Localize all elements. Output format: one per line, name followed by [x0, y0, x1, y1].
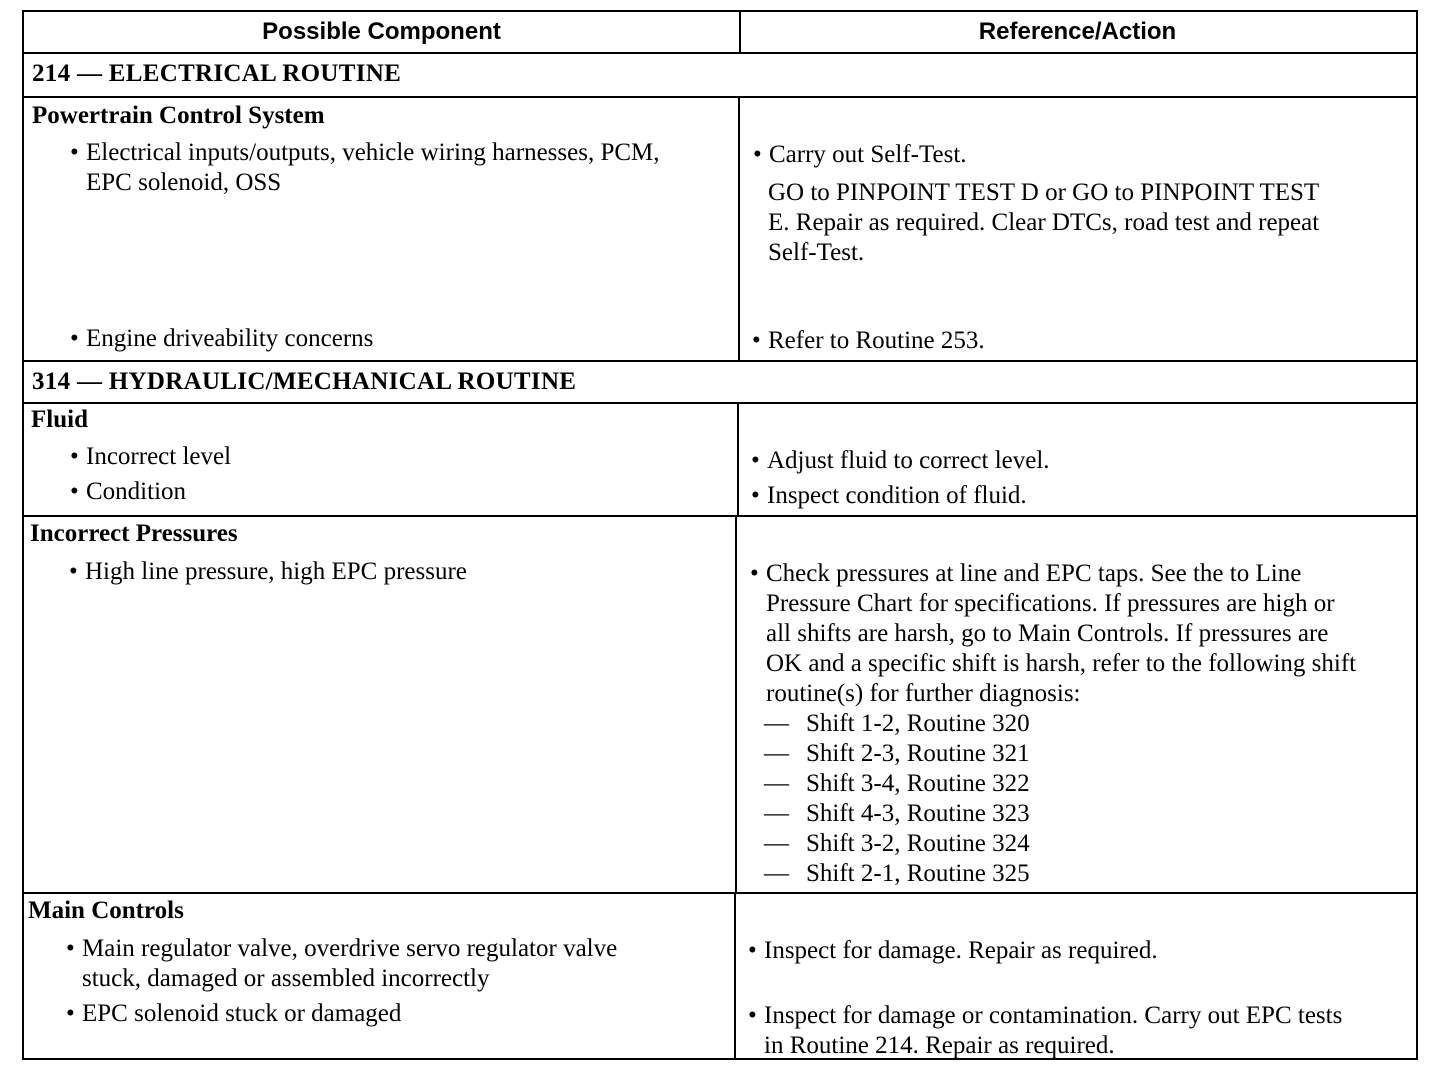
group-title-fluid: Fluid — [31, 406, 88, 433]
component-item-epc-solenoid: • EPC solenoid stuck or damaged — [82, 999, 401, 1029]
action-item-inspect-contamination-cont: in Routine 214. Repair as required. — [764, 1032, 1115, 1059]
shift-routine-label: Shift 2-1, Routine 325 — [806, 860, 1030, 887]
action-item-inspect-fluid: • Inspect condition of fluid. — [767, 481, 1027, 511]
shift-routine-label: Shift 3-2, Routine 324 — [806, 830, 1030, 857]
table-row-powertrain — [24, 98, 1416, 362]
group-title-pressures: Incorrect Pressures — [30, 520, 238, 547]
shift-routine-label: Shift 2-3, Routine 321 — [806, 740, 1030, 767]
action-check-pressures-line2: Pressure Chart for specifications. If pressures are high or — [766, 590, 1335, 617]
action-item-adjust-fluid: • Adjust fluid to correct level. — [767, 446, 1050, 476]
shift-routine-item — [764, 829, 1030, 859]
component-item-electrical: • Electrical inputs/outputs, vehicle wiring harnesses, PCM, — [86, 138, 660, 168]
shift-routine-label: Shift 1-2, Routine 320 — [806, 710, 1030, 737]
component-item-condition: • Condition — [86, 477, 186, 507]
component-item-regulator-valve: • Main regulator valve, overdrive servo regulator valve — [82, 934, 617, 964]
table-row-fluid — [24, 404, 1416, 517]
component-item-electrical-cont: EPC solenoid, OSS — [86, 169, 282, 196]
component-item-driveability: • Engine driveability concerns — [86, 324, 373, 354]
action-item-inspect-damage: • Inspect for damage. Repair as required. — [764, 936, 1158, 966]
group-title-powertrain: Powertrain Control System — [32, 102, 325, 129]
dash-marker: — — [764, 710, 789, 737]
shift-routine-item — [764, 739, 1030, 769]
action-self-test-line: Self-Test. — [768, 239, 865, 266]
shift-routine-item — [764, 769, 1030, 799]
shift-routine-item — [764, 859, 1030, 889]
section-214-title: 214 — ELECTRICAL ROUTINE — [32, 60, 402, 87]
dash-marker: — — [764, 770, 789, 797]
column-divider — [737, 404, 739, 515]
component-item-regulator-valve-cont: stuck, damaged or assembled incorrectly — [82, 965, 490, 992]
action-check-pressures-line3: all shifts are harsh, go to Main Controls. If pressures are — [766, 620, 1329, 647]
action-check-pressures-line1: • Check pressures at line and EPC taps. See the to Line — [766, 559, 1301, 589]
section-314-row — [24, 362, 1416, 404]
section-214-row — [24, 54, 1416, 98]
component-item-high-pressure: • High line pressure, high EPC pressure — [85, 557, 467, 587]
shift-routine-item — [764, 799, 1030, 829]
component-item-incorrect-level: • Incorrect level — [86, 442, 231, 472]
action-repair-line: E. Repair as required. Clear DTCs, road test and repeat — [768, 209, 1320, 236]
action-check-pressures-line5: routine(s) for further diagnosis: — [766, 680, 1081, 707]
column-header-action: Reference/Action — [978, 18, 1177, 45]
table-row-main-controls — [24, 894, 1416, 1060]
action-item-inspect-contamination: • Inspect for damage or contamination. Carry out EPC tests — [764, 1001, 1342, 1031]
column-divider — [738, 98, 740, 360]
action-item-self-test: • Carry out Self-Test. — [769, 140, 967, 170]
dash-marker: — — [764, 860, 789, 887]
table-header-row — [24, 12, 1416, 54]
group-title-main-controls: Main Controls — [28, 897, 184, 924]
shift-routine-item — [764, 709, 1030, 739]
shift-routine-label: Shift 4-3, Routine 323 — [806, 800, 1030, 827]
dash-marker: — — [764, 800, 789, 827]
dash-marker: — — [764, 830, 789, 857]
action-item-routine-253: • Refer to Routine 253. — [768, 326, 985, 356]
diagnostic-table — [22, 10, 1418, 1060]
shift-routine-label: Shift 3-4, Routine 322 — [806, 770, 1030, 797]
section-314-title: 314 — HYDRAULIC/MECHANICAL ROUTINE — [32, 368, 577, 395]
column-divider — [734, 894, 736, 1060]
action-pinpoint-line: GO to PINPOINT TEST D or GO to PINPOINT TEST — [768, 179, 1320, 206]
column-divider — [735, 517, 737, 892]
table-row-pressures — [24, 517, 1416, 894]
dash-marker: — — [764, 740, 789, 767]
column-header-component: Possible Component — [262, 18, 501, 45]
action-check-pressures-line4: OK and a specific shift is harsh, refer to the following shift — [766, 650, 1357, 677]
